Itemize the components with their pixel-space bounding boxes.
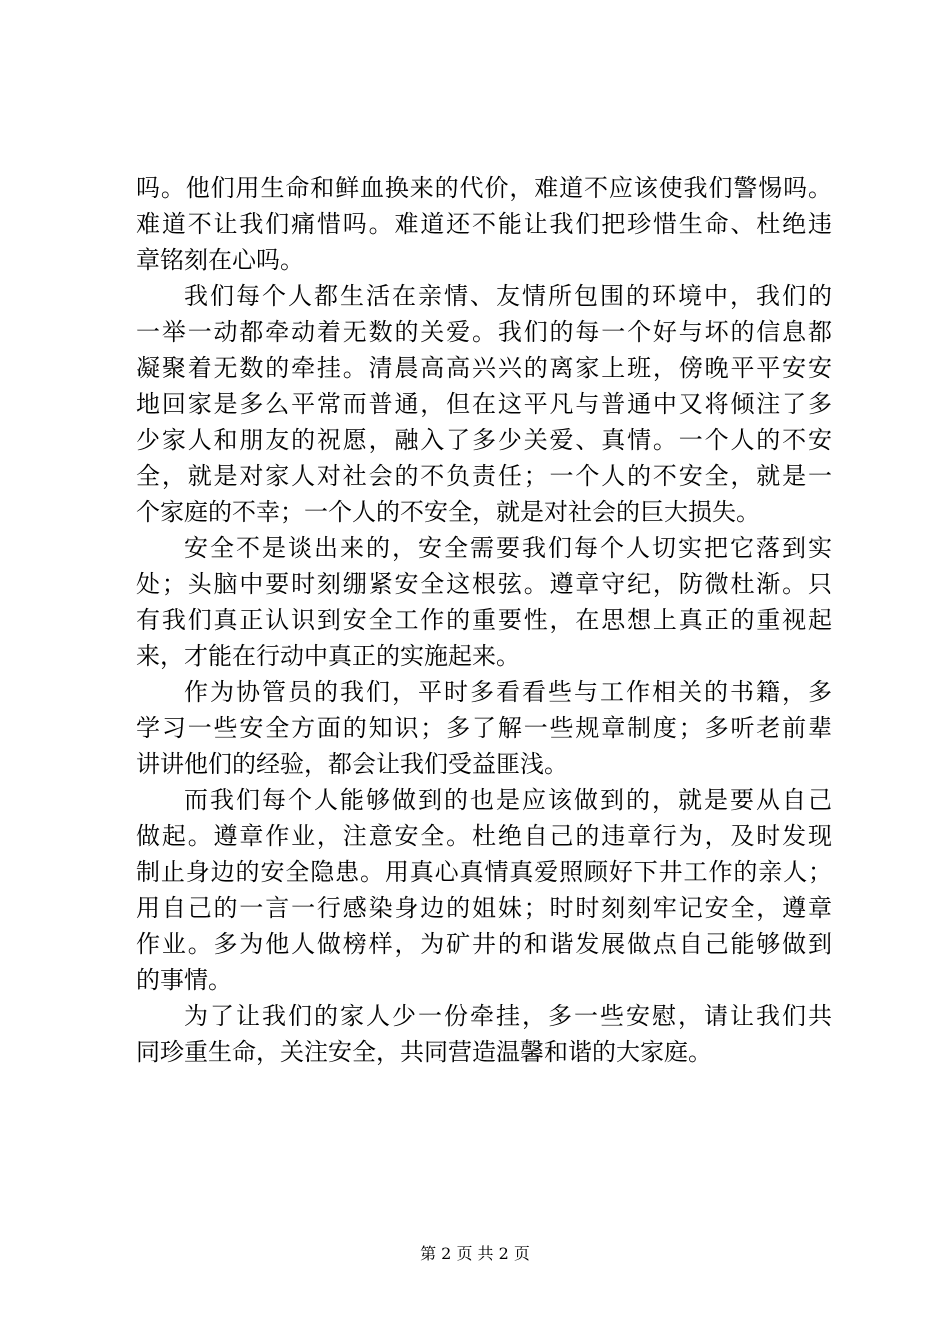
text-line: 吗。他们用生命和鲜血换来的代价，难道不应该使我们警惕吗。 <box>136 174 832 202</box>
page-footer <box>0 1244 950 1264</box>
text-line: 地回家是多么平常而普通，但在这平凡与普通中又将倾注了多 <box>136 390 832 418</box>
paragraph <box>136 170 832 278</box>
text-line: 一举一动都牵动着无数的关爱。我们的每一个好与坏的信息都 <box>136 318 832 346</box>
text-line: 有我们真正认识到安全工作的重要性，在思想上真正的重视起 <box>136 606 832 634</box>
text-line: 凝聚着无数的牵挂。清晨高高兴兴的离家上班，傍晚平平安安 <box>136 354 832 382</box>
text-line: 用自己的一言一行感染身边的姐妹；时时刻刻牢记安全，遵章 <box>136 894 832 922</box>
text-line: 个家庭的不幸；一个人的不安全，就是对社会的巨大损失。 <box>136 498 760 526</box>
text-line: 做起。遵章作业，注意安全。杜绝自己的违章行为，及时发现 <box>136 822 832 850</box>
text-line: 同珍重生命，关注安全，共同营造温馨和谐的大家庭。 <box>136 1038 712 1066</box>
paragraph <box>136 998 832 1070</box>
paragraph <box>136 782 832 998</box>
text-line: 章铭刻在心吗。 <box>136 246 304 274</box>
text-line: 为了让我们的家人少一份牵挂，多一些安慰，请让我们共 <box>184 1002 832 1030</box>
text-line: 全，就是对家人对社会的不负责任；一个人的不安全，就是一 <box>136 462 832 490</box>
text-line: 的事情。 <box>136 966 232 994</box>
text-line: 来，才能在行动中真正的实施起来。 <box>136 642 520 670</box>
text-line: 安全不是谈出来的，安全需要我们每个人切实把它落到实 <box>184 534 832 562</box>
text-line: 学习一些安全方面的知识；多了解一些规章制度；多听老前辈 <box>136 714 832 742</box>
text-line: 少家人和朋友的祝愿，融入了多少关爱、真情。一个人的不安 <box>136 426 832 454</box>
text-line: 处；头脑中要时刻绷紧安全这根弦。遵章守纪，防微杜渐。只 <box>136 570 832 598</box>
text-line: 制止身边的安全隐患。用真心真情真爱照顾好下井工作的亲人； <box>136 858 832 886</box>
paragraph <box>136 530 832 674</box>
text-line: 作业。多为他人做榜样，为矿井的和谐发展做点自己能够做到 <box>136 930 832 958</box>
text-line: 我们每个人都生活在亲情、友情所包围的环境中，我们的 <box>184 282 832 310</box>
text-line: 而我们每个人能够做到的也是应该做到的，就是要从自己 <box>184 786 832 814</box>
paragraph <box>136 674 832 782</box>
document-body <box>136 170 832 1070</box>
text-line: 讲讲他们的经验，都会让我们受益匪浅。 <box>136 750 568 778</box>
page-number: 第 2 页 共 2 页 <box>420 1244 530 1263</box>
text-line: 难道不让我们痛惜吗。难道还不能让我们把珍惜生命、杜绝违 <box>136 210 832 238</box>
paragraph <box>136 278 832 530</box>
text-line: 作为协管员的我们，平时多看看些与工作相关的书籍，多 <box>184 678 832 706</box>
